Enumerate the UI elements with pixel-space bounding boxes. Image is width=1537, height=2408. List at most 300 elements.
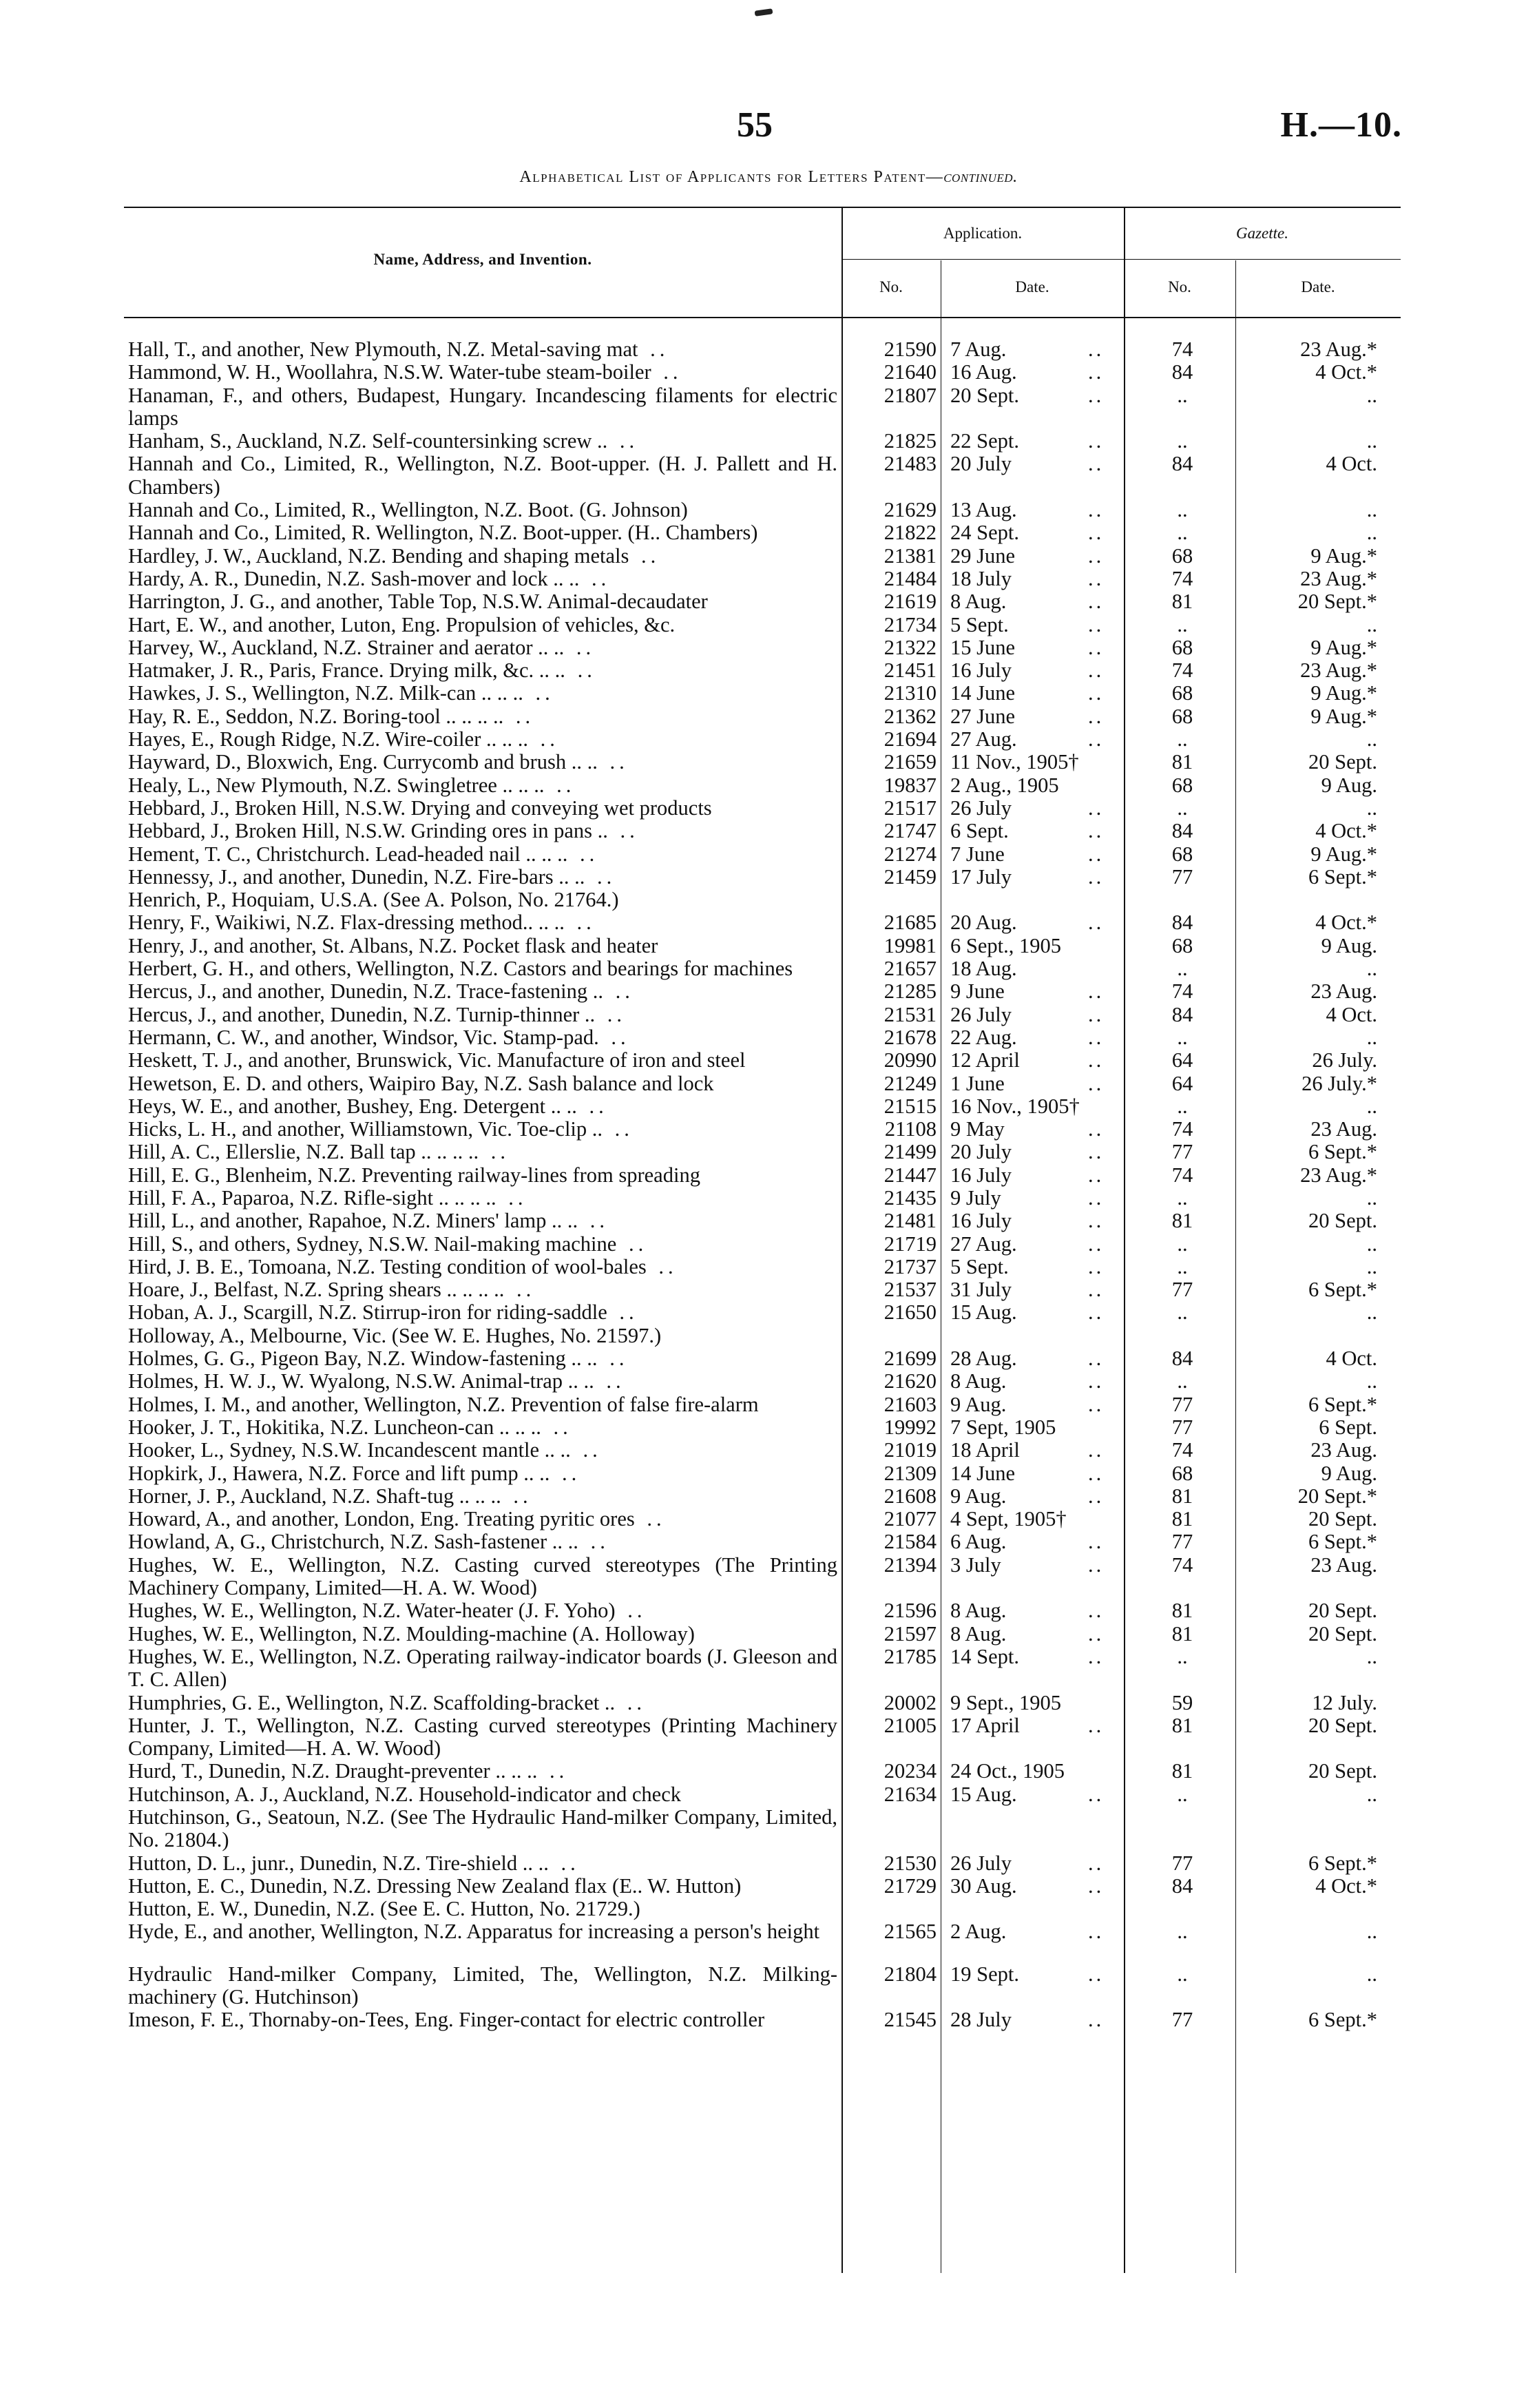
gazette-date: 4 Oct. (1326, 1347, 1377, 1371)
table-row (0, 1026, 1537, 1049)
entry-name-text: Hyde, E., and another, Wellington, N.Z. Apparatus for increasing a person's height (128, 1920, 820, 1944)
application-number: 21565 (883, 1920, 937, 1944)
table-row (0, 1806, 1537, 1852)
entry-name-text: Hammond, W. H., Woollahra, N.S.W. Water-tube steam-boiler (128, 360, 651, 384)
leader-dots: .. (1088, 1232, 1105, 1256)
gazette-number: 84 (1171, 1874, 1193, 1898)
application-date-cell (950, 1026, 1116, 1049)
table-row (0, 1920, 1537, 1943)
leader-dots: .. (1088, 1025, 1105, 1049)
application-date: 8 Aug. (950, 1369, 1007, 1393)
table-row (0, 499, 1537, 521)
leader-dots: .. (1088, 635, 1105, 659)
leader-dots: .. (627, 1599, 647, 1623)
application-date-cell (950, 843, 1116, 866)
entry-name-text: Hart, E. W., and another, Luton, Eng. Propulsion of vehicles, &c. (128, 612, 676, 636)
table-row (0, 1714, 1537, 1761)
leader-dots: .. (1088, 727, 1105, 751)
gazette-number: .. (1177, 1962, 1188, 1986)
application-date-cell (950, 1072, 1116, 1095)
table-row (0, 659, 1537, 682)
application-date: 30 Aug. (950, 1874, 1017, 1898)
entry-name-text: Hanham, S., Auckland, N.Z. Self-countersinking screw .. (128, 429, 608, 453)
entry-name (128, 384, 837, 430)
entry-name-text: Holmes, I. M., and another, Wellington, N.Z. Prevention of false fire-alarm (128, 1392, 759, 1416)
application-date: 9 June (950, 979, 1005, 1004)
application-date-cell (950, 590, 1116, 613)
entry-name-text: Hughes, W. E., Wellington, N.Z. Moulding-machine (A. Holloway) (128, 1621, 695, 1646)
application-date: 22 Sept. (950, 429, 1019, 453)
table-row (0, 1898, 1537, 1920)
application-date-cell (950, 636, 1116, 659)
table-header-bottom-rule (124, 317, 1401, 318)
application-date: 5 Sept. (950, 612, 1009, 636)
leader-dots: .. (562, 1461, 581, 1485)
table-row (0, 1141, 1537, 1163)
gazette-number: 77 (1171, 1278, 1193, 1302)
gazette-date: 20 Sept. (1308, 1621, 1377, 1646)
application-number: 21737 (883, 1254, 937, 1278)
column-header-application: Application. (943, 225, 1023, 242)
entry-name (128, 1508, 837, 1530)
application-number: 21274 (883, 842, 937, 866)
page-code: H.—10. (1280, 105, 1402, 145)
entry-name-text: Harrington, J. G., and another, Table Top, N.S.W. Animal-decaudater (128, 590, 708, 614)
gazette-number: 74 (1171, 1163, 1193, 1187)
leader-dots: .. (619, 1300, 638, 1325)
entry-name-text: Hill, L., and another, Rapahoe, N.Z. Miners' lamp .. .. (128, 1209, 578, 1233)
gazette-date: .. (1366, 1644, 1377, 1668)
application-date: 24 Oct., 1905 (950, 1759, 1065, 1783)
column-header-gazette: Gazette. (1235, 225, 1288, 242)
entry-name-text: Hardley, J. W., Auckland, N.Z. Bending and shaping metals (128, 543, 629, 568)
leader-dots: .. (1088, 1644, 1105, 1668)
entry-name-text: Hannah and Co., Limited, R. Wellington, N.Z. Boot-upper. (H.. Chambers) (128, 521, 758, 545)
application-number: 21394 (883, 1553, 937, 1577)
table-row (0, 1256, 1537, 1278)
application-number: 21678 (883, 1025, 937, 1049)
leader-dots: .. (1088, 911, 1105, 935)
entry-name (128, 1393, 837, 1416)
entry-name-text: Hoban, A. J., Scargill, N.Z. Stirrup-iron for riding-saddle (128, 1300, 607, 1325)
table-row (0, 1210, 1537, 1232)
application-number: 21530 (883, 1851, 937, 1875)
application-date-cell (950, 1714, 1116, 1737)
application-number: 21499 (883, 1140, 937, 1164)
gazette-number: 77 (1171, 1851, 1193, 1875)
gazette-number: 74 (1171, 1553, 1193, 1577)
entry-name (128, 957, 837, 980)
list-title-suffix: continued. (943, 168, 1018, 186)
gazette-number: 84 (1171, 1347, 1193, 1371)
table-row (0, 1783, 1537, 1806)
application-number: 21657 (883, 957, 937, 981)
entry-name (128, 1370, 837, 1393)
table-row (0, 453, 1537, 499)
leader-dots: .. (1088, 1553, 1105, 1577)
gazette-date: 6 Sept.* (1308, 1392, 1377, 1416)
gazette-number: 77 (1171, 1415, 1193, 1439)
table-row (0, 1485, 1537, 1508)
table-row (0, 820, 1537, 842)
leader-dots: .. (609, 750, 629, 774)
leader-dots: .. (1088, 1851, 1105, 1875)
application-number: 21825 (883, 429, 937, 453)
gazette-date: 26 July. (1312, 1048, 1377, 1072)
gazette-date: 20 Sept. (1308, 750, 1377, 774)
gazette-date: 20 Sept. (1308, 1599, 1377, 1623)
entry-name-text: Hughes, W. E., Wellington, N.Z. Casting curved stereotypes (The Printing Machinery Company, Limited—H. A. W. Wood) (128, 1553, 837, 1600)
application-date: 13 Aug. (950, 498, 1017, 522)
leader-dots: .. (628, 1232, 648, 1256)
entry-name (128, 1439, 837, 1462)
gazette-number: .. (1177, 612, 1188, 636)
leader-dots: .. (590, 1530, 609, 1554)
application-date: 2 Aug. (950, 1920, 1007, 1944)
gazette-date: .. (1366, 1025, 1377, 1049)
gazette-number: .. (1177, 1254, 1188, 1278)
gazette-number: 77 (1171, 864, 1193, 889)
leader-dots: .. (589, 1209, 609, 1233)
entry-name-text: Hunter, J. T., Wellington, N.Z. Casting curved stereotypes (Printing Machinery Company, Limited—H. A. W. Wood) (128, 1713, 837, 1761)
leader-dots: .. (1088, 1392, 1105, 1416)
application-number: 21362 (883, 704, 937, 728)
application-date-cell (950, 1233, 1116, 1256)
application-date: 11 Nov., 1905† (950, 750, 1079, 774)
application-date-cell (950, 430, 1116, 453)
leader-dots: .. (1088, 704, 1105, 728)
leader-dots: .. (1088, 1369, 1105, 1393)
leader-dots: .. (614, 1117, 634, 1141)
entry-name-text: Heskett, T. J., and another, Brunswick, Vic. Manufacture of iron and steel (128, 1048, 746, 1072)
table-row (0, 1278, 1537, 1301)
gazette-date: 9 Aug. (1321, 933, 1377, 957)
application-number: 21019 (883, 1438, 937, 1462)
entry-name (128, 843, 837, 866)
leader-dots: .. (1088, 498, 1105, 522)
gazette-number: 84 (1171, 911, 1193, 935)
entry-name (128, 1325, 837, 1347)
entry-name-text: Humphries, G. E., Wellington, N.Z. Scaffolding-bracket .. (128, 1690, 616, 1714)
application-date-cell (950, 1963, 1116, 1986)
application-number: 21640 (883, 360, 937, 384)
application-number: 20002 (883, 1690, 937, 1714)
application-date-cell (950, 1004, 1116, 1026)
table-row (0, 1164, 1537, 1187)
application-date: 7 June (950, 842, 1005, 866)
table-row (0, 1530, 1537, 1553)
applicants-table (0, 338, 1537, 2032)
application-number: 21435 (883, 1185, 937, 1210)
gazette-date: 23 Aug. (1310, 1438, 1377, 1462)
entry-name-text: Healy, L., New Plymouth, N.Z. Swingletree .. .. .. (128, 773, 545, 797)
leader-dots: .. (576, 911, 596, 935)
application-date-cell (950, 866, 1116, 889)
entry-name-text: Hughes, W. E., Wellington, N.Z. Operating railway-indicator boards (J. Gleeson and T. C. Allen) (128, 1644, 837, 1692)
leader-dots: .. (1088, 1621, 1105, 1646)
column-header-gaz-date: Date. (1301, 278, 1335, 295)
application-number: 21310 (883, 681, 937, 705)
application-date-cell (950, 1187, 1116, 1210)
application-date-cell (950, 1554, 1116, 1577)
leader-dots: .. (1088, 1002, 1105, 1026)
application-date-cell (950, 1393, 1116, 1416)
gazette-date: 20 Sept. (1308, 1713, 1377, 1737)
gazette-number: 68 (1171, 681, 1193, 705)
table-row (0, 1049, 1537, 1072)
application-date-cell (950, 1623, 1116, 1646)
gazette-date: 23 Aug.* (1300, 658, 1377, 683)
entry-name (128, 1416, 837, 1439)
application-date: 7 Aug. (950, 338, 1007, 361)
gazette-date: .. (1366, 1254, 1377, 1278)
leader-dots: .. (611, 1025, 630, 1049)
leader-dots: .. (583, 1438, 602, 1462)
entry-name (128, 705, 837, 728)
gazette-date: .. (1366, 383, 1377, 407)
gazette-number: .. (1177, 1185, 1188, 1210)
application-date-cell (950, 1508, 1116, 1530)
application-date: 4 Sept, 1905† (950, 1507, 1067, 1531)
gazette-number: .. (1177, 1920, 1188, 1944)
table-row (0, 1692, 1537, 1714)
leader-dots: .. (607, 1002, 627, 1026)
entry-name (128, 1485, 837, 1508)
application-date-cell (950, 1852, 1116, 1875)
leader-dots: .. (1088, 612, 1105, 636)
table-row (0, 682, 1537, 705)
application-date-cell (950, 453, 1116, 475)
entry-name (128, 1963, 837, 2009)
entry-name (128, 1256, 837, 1278)
leader-dots: .. (1088, 979, 1105, 1004)
table-row (0, 614, 1537, 636)
application-date: 29 June (950, 543, 1016, 568)
gazette-number: 74 (1171, 1117, 1193, 1141)
entry-name (128, 1852, 837, 1875)
leader-dots: .. (1088, 1962, 1105, 1986)
application-number: 21785 (883, 1644, 937, 1668)
application-number: 21517 (883, 796, 937, 820)
leader-dots: .. (1088, 864, 1105, 889)
table-row (0, 957, 1537, 980)
entry-name (128, 935, 837, 957)
entry-name (128, 1806, 837, 1852)
application-date-cell (950, 1416, 1116, 1439)
table-row (0, 1416, 1537, 1439)
application-number: 21597 (883, 1621, 937, 1646)
leader-dots: .. (549, 1759, 569, 1783)
entry-name-text: Herbert, G. H., and others, Wellington, N.Z. Castors and bearings for machines (128, 957, 793, 981)
entry-name-text: Howard, A., and another, London, Eng. Treating pyritic ores (128, 1507, 635, 1531)
entry-name-text: Hird, J. B. E., Tomoana, N.Z. Testing condition of wool-bales (128, 1254, 647, 1278)
entry-name (128, 1760, 837, 1783)
entry-name (128, 728, 837, 751)
entry-name-text: Hill, E. G., Blenheim, N.Z. Preventing railway-lines from spreading (128, 1163, 700, 1187)
gazette-date: 9 Aug. (1321, 773, 1377, 797)
gazette-number: .. (1177, 1644, 1188, 1668)
gazette-number: 74 (1171, 979, 1193, 1004)
table-row (0, 728, 1537, 751)
application-date-cell (950, 1485, 1116, 1508)
gazette-number: 74 (1171, 338, 1193, 361)
application-date: 16 Nov., 1905† (950, 1094, 1080, 1118)
leader-dots: .. (1088, 1048, 1105, 1072)
entry-name (128, 430, 837, 453)
entry-name-text: Hurd, T., Dunedin, N.Z. Draught-preventer .. .. .. (128, 1759, 538, 1783)
leader-dots: .. (1088, 1713, 1105, 1737)
gazette-date: 9 Aug.* (1310, 704, 1377, 728)
entry-name (128, 1026, 837, 1049)
gazette-date: .. (1366, 1232, 1377, 1256)
entry-name (128, 1347, 837, 1370)
application-date: 28 July (950, 2008, 1012, 2032)
entry-name-text: Hercus, J., and another, Dunedin, N.Z. Turnip-thinner .. (128, 1002, 596, 1026)
leader-dots: .. (1088, 1461, 1105, 1485)
application-date: 16 July (950, 1209, 1012, 1233)
application-date-cell (950, 1692, 1116, 1714)
application-number: 21699 (883, 1347, 937, 1371)
application-number: 21659 (883, 750, 937, 774)
application-date-cell (950, 820, 1116, 842)
leader-dots: .. (1088, 1438, 1105, 1462)
gazette-date: .. (1366, 1369, 1377, 1393)
gazette-number: .. (1177, 521, 1188, 545)
leader-dots: .. (490, 1140, 510, 1164)
entry-name-text: Hutton, E. C., Dunedin, N.Z. Dressing New Zealand flax (E.. W. Hutton) (128, 1874, 742, 1898)
application-date: 3 July (950, 1553, 1001, 1577)
table-row (0, 1095, 1537, 1118)
table-row (0, 521, 1537, 544)
application-date-cell (950, 545, 1116, 568)
application-date: 20 July (950, 1140, 1012, 1164)
entry-name (128, 889, 837, 911)
leader-dots: .. (1088, 590, 1105, 614)
gazette-date: 9 Aug.* (1310, 543, 1377, 568)
leader-dots: .. (619, 429, 639, 453)
table-row (0, 1646, 1537, 1692)
entry-name-text: Hutton, E. W., Dunedin, N.Z. (See E. C. Hutton, No. 21729.) (128, 1897, 640, 1921)
entry-name (128, 499, 837, 521)
gazette-date: 12 July. (1312, 1690, 1377, 1714)
gazette-number: 68 (1171, 635, 1193, 659)
gazette-number: 68 (1171, 842, 1193, 866)
leader-dots: .. (597, 864, 616, 889)
application-number: 21734 (883, 612, 937, 636)
list-title-main: Alphabetical List of Applicants for Letters Patent— (519, 168, 944, 186)
leader-dots: .. (540, 727, 559, 751)
application-date-cell (950, 935, 1116, 957)
column-header-gaz-no: No. (1168, 278, 1191, 295)
entry-name-text: Hydraulic Hand-milker Company, Limited, The, Wellington, N.Z. Milking-machinery (G. Hutchinson) (128, 1962, 837, 2009)
application-number: 21719 (883, 1232, 937, 1256)
application-date: 28 Aug. (950, 1347, 1017, 1371)
application-date-cell (950, 957, 1116, 980)
leader-dots: .. (1088, 1300, 1105, 1325)
gazette-number: 84 (1171, 452, 1193, 476)
gazette-number: 81 (1171, 1484, 1193, 1508)
application-number: 21322 (883, 635, 937, 659)
leader-dots: .. (1088, 1185, 1105, 1210)
application-number: 19981 (883, 933, 937, 957)
gazette-date: 23 Aug. (1310, 1553, 1377, 1577)
application-date-cell (950, 361, 1116, 384)
table-row (0, 774, 1537, 797)
application-number: 21484 (883, 566, 937, 590)
gazette-number: .. (1177, 1369, 1188, 1393)
table-row (0, 361, 1537, 384)
entry-name (128, 1462, 837, 1485)
application-date-cell (950, 1141, 1116, 1163)
gazette-number: 68 (1171, 1461, 1193, 1485)
leader-dots: .. (1088, 543, 1105, 568)
application-date-cell (950, 705, 1116, 728)
table-row (0, 980, 1537, 1003)
gazette-number: .. (1177, 796, 1188, 820)
entry-name-text: Hopkirk, J., Hawera, N.Z. Force and lift pump .. .. (128, 1461, 550, 1485)
table-row (0, 1963, 1537, 2009)
application-date-cell (950, 1783, 1116, 1806)
table-row (0, 705, 1537, 728)
table-row (0, 1852, 1537, 1875)
application-date: 1 June (950, 1071, 1005, 1095)
application-date: 7 Sept, 1905 (950, 1415, 1056, 1439)
gazette-date: 23 Aug.* (1300, 1163, 1377, 1187)
leader-dots: .. (650, 338, 669, 361)
leader-dots: .. (658, 1254, 678, 1278)
application-number: 21807 (883, 383, 937, 407)
gazette-number: .. (1177, 1300, 1188, 1325)
entry-name-text: Hewetson, E. D. and others, Waipiro Bay, N.Z. Sash balance and lock (128, 1071, 714, 1095)
entry-name (128, 1004, 837, 1026)
table-row (0, 911, 1537, 934)
leader-dots: .. (1088, 360, 1105, 384)
page-number: 55 (737, 105, 773, 145)
entry-name-text: Hermann, C. W., and another, Windsor, Vic. Stamp-pad. (128, 1025, 599, 1049)
application-date-cell (950, 1049, 1116, 1072)
entry-name (128, 1187, 837, 1210)
leader-dots: .. (1088, 1278, 1105, 1302)
gazette-date: 9 Aug.* (1310, 635, 1377, 659)
application-number: 21629 (883, 498, 937, 522)
application-date-cell (950, 1256, 1116, 1278)
application-date-cell (950, 751, 1116, 774)
entry-name (128, 1049, 837, 1072)
gazette-number: 77 (1171, 2008, 1193, 2032)
entry-name-text: Hatmaker, J. R., Paris, France. Drying milk, &c. .. .. (128, 658, 565, 683)
table-row (0, 843, 1537, 866)
application-number: 21531 (883, 1002, 937, 1026)
leader-dots: .. (1088, 338, 1105, 361)
table-row (0, 1393, 1537, 1416)
table-row (0, 1118, 1537, 1141)
gazette-date: .. (1366, 498, 1377, 522)
application-number: 21249 (883, 1071, 937, 1095)
table-row (0, 590, 1537, 613)
application-date: 14 Sept. (950, 1644, 1019, 1668)
entry-name (128, 1141, 837, 1163)
table-row (0, 1875, 1537, 1898)
application-number: 21804 (883, 1962, 937, 1986)
application-date: 15 June (950, 635, 1016, 659)
entry-name-text: Hanaman, F., and others, Budapest, Hungary. Incandescing filaments for electric lamps (128, 383, 837, 430)
gazette-number: 59 (1171, 1690, 1193, 1714)
table-row (0, 1462, 1537, 1485)
entry-name-text: Hebbard, J., Broken Hill, N.S.W. Drying and conveying wet products (128, 796, 712, 820)
gazette-number: 77 (1171, 1392, 1193, 1416)
application-number: 21515 (883, 1094, 937, 1118)
entry-name (128, 1278, 837, 1301)
